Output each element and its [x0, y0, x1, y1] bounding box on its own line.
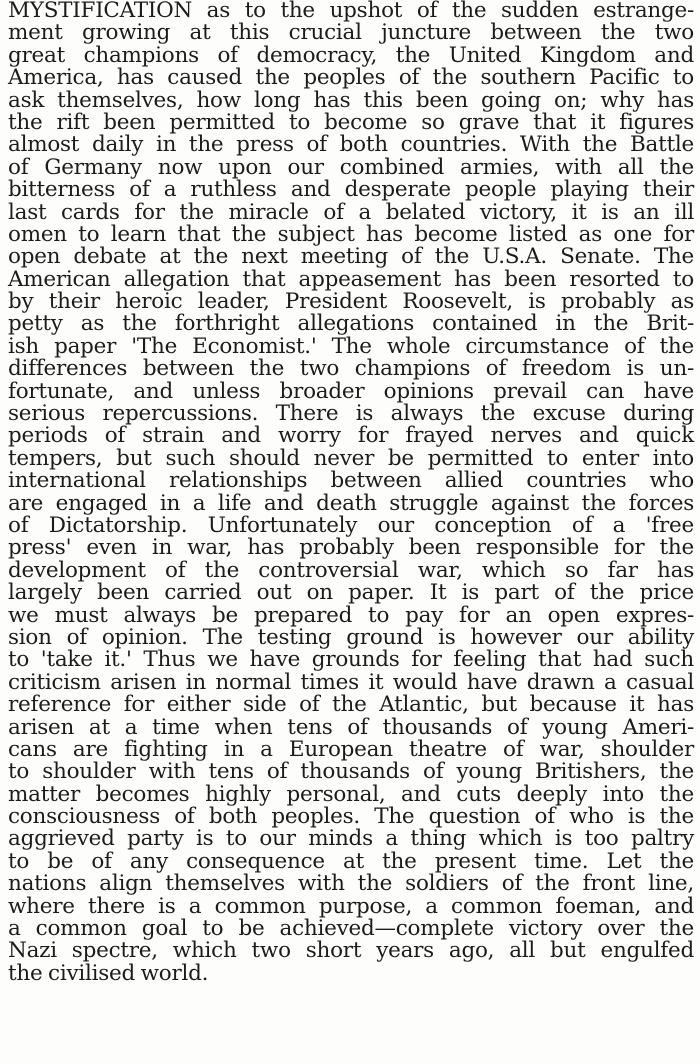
text-line: fortunate, and unless broader opinions prevail can have [8, 378, 694, 404]
text-line: MYSTIFICATION as to the upshot of the sudden estrange- [8, 0, 694, 23]
text-line: of Dictatorship. Unfortunately our conception of a 'free [8, 512, 694, 538]
text-line: to 'take it.' Thus we have grounds for feeling that had such [8, 647, 694, 673]
text-line: ish paper 'The Economist.' The whole circumstance of the [8, 333, 694, 359]
text-line: the rift been permitted to become so grave that it figures [8, 109, 694, 135]
text-line: great champions of democracy, the United Kingdom and [8, 42, 694, 68]
text-line: press' even in war, has probably been responsible for the [8, 535, 694, 561]
text-line: by their heroic leader, President Roosevelt, is probably as [8, 289, 694, 315]
text-line: nations align themselves with the soldiers of the front line, [8, 871, 694, 897]
text-line: cans are fighting in a European theatre of war, shoulder [8, 736, 694, 762]
text-line: of Germany now upon our combined armies, with all the [8, 154, 694, 180]
text-line: tempers, but such should never be permitted to enter into [8, 445, 694, 471]
text-line: Nazi spectre, which two short years ago, all but engulfed [8, 938, 694, 964]
text-line: the civilised world. [8, 960, 209, 986]
text-line: periods of strain and worry for frayed nerves and quick [8, 423, 694, 449]
text-line: aggrieved party is to our minds a thing which is too paltry [8, 826, 694, 852]
text-line: to be of any consequence at the present time. Let the [8, 848, 694, 874]
text-line: last cards for the miracle of a belated victory, it is an ill [8, 199, 694, 225]
text-line: we must always be prepared to pay for an open expres- [8, 602, 694, 628]
text-line: open debate at the next meeting of the U.S.A. Senate. The [8, 244, 694, 270]
text-line: are engaged in a life and death struggle against the forces [8, 490, 694, 516]
text-line: matter becomes highly personal, and cuts deeply into the [8, 781, 694, 807]
text-line: sion of opinion. The testing ground is however our ability [8, 624, 694, 650]
text-line: America, has caused the peoples of the southern Pacific to [8, 65, 694, 91]
text-line: consciousness of both peoples. The question of who is the [8, 804, 694, 830]
text-line: where there is a common purpose, a common foeman, and [8, 893, 694, 919]
text-line: to shoulder with tens of thousands of young Britishers, the [8, 759, 694, 785]
text-line: arisen at a time when tens of thousands of young Ameri- [8, 714, 694, 740]
text-line: bitterness of a ruthless and desperate people playing their [8, 177, 694, 203]
text-line: omen to learn that the subject has become listed as one for [8, 221, 694, 247]
text-line: ask themselves, how long has this been going on; why has [8, 87, 694, 113]
text-line: international relationships between allied countries who [8, 468, 694, 494]
text-line: differences between the two champions of freedom is un- [8, 356, 694, 382]
text-line: petty as the forthright allegations contained in the Brit- [8, 311, 694, 337]
text-line: a common goal to be achieved—complete victory over the [8, 916, 694, 942]
editorial-column [8, 0, 694, 985]
text-line: almost daily in the press of both countries. With the Battle [8, 132, 694, 158]
text-line: American allegation that appeasement has been resorted to [8, 266, 694, 292]
text-line: development of the controversial war, which so far has [8, 557, 694, 583]
text-line: criticism arisen in normal times it would have drawn a casual [8, 669, 694, 695]
text-line: serious repercussions. There is always the excuse during [8, 401, 694, 427]
text-line: reference for either side of the Atlantic, but because it has [8, 692, 694, 718]
text-line: ment growing at this crucial juncture between the two [8, 20, 694, 46]
text-line: largely been carried out on paper. It is part of the price [8, 580, 694, 606]
